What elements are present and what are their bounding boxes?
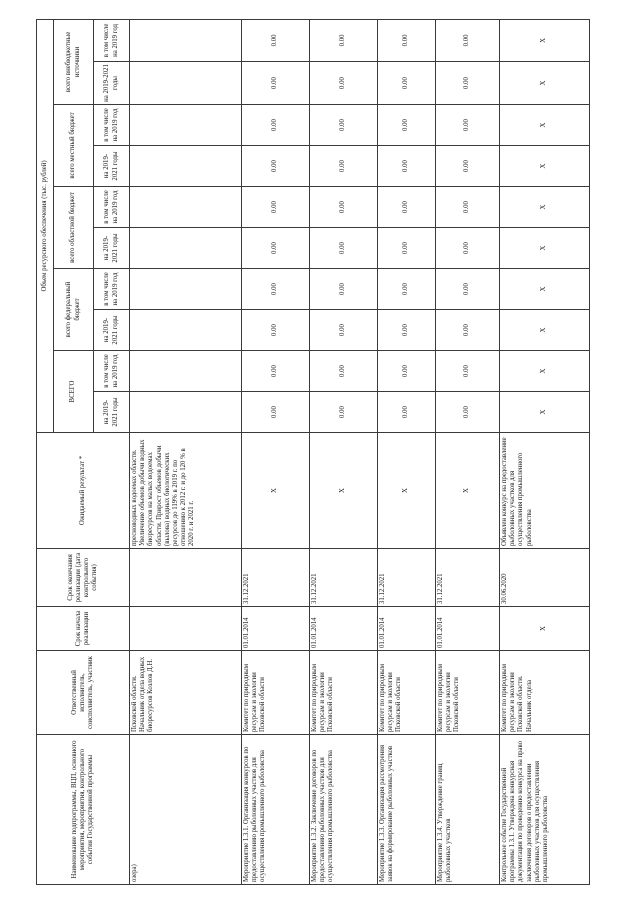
group-extrabudget: всего внебюджетные источники (54, 19, 94, 104)
cell-value: 0.00 (378, 351, 436, 392)
cell-value: 0.00 (242, 310, 310, 351)
cell-value: 0.00 (310, 146, 378, 187)
cell-result: X (242, 433, 310, 549)
cell-value: 0.00 (378, 269, 436, 310)
cell-value (130, 228, 242, 269)
cell-value: 0.00 (310, 351, 378, 392)
table-row (242, 19, 310, 884)
cell-value (130, 392, 242, 433)
cell-start: 01.01.2014 (242, 607, 310, 651)
cell-value: X (500, 146, 590, 187)
header-start: Срок начала реализации (37, 607, 130, 651)
cell-name: Мероприятие 1.3.3. Организация рассмотрения заявок на формирование рыболовных участков (378, 735, 436, 885)
cell-result: X (310, 433, 378, 549)
cell-end: 31.12.2021 (242, 549, 310, 607)
cell-value: 0.00 (310, 19, 378, 61)
cell-value: 0.00 (242, 228, 310, 269)
cell-value: 0.00 (436, 351, 500, 392)
cell-end: 31.12.2021 (310, 549, 378, 607)
cell-result: пресноводных водоемах области. Увеличение объемов добычи водных биоресурсов на малых водоемах области. Прирост объемов добычи (вылова) водных биологических ресурсов до 119% в 2019 г. по отношению к 2012 г. и до 120 % в 2020 г. и 2021 г. (130, 433, 242, 549)
cell-value: 0.00 (436, 392, 500, 433)
sub-total: на 2019-2021 годы (94, 146, 130, 187)
cell-value (130, 146, 242, 187)
cell-result: X (378, 433, 436, 549)
cell-responsible: Комитет по природным ресурсам и экологии Псковской области (310, 651, 378, 735)
table-row (500, 19, 590, 884)
cell-responsible: Комитет по природным ресурсам и экологии Псковской области. Начальник отдела (500, 651, 590, 735)
cell-responsible: Комитет по природным ресурсам и экологии Псковской области (436, 651, 500, 735)
cell-value (130, 187, 242, 228)
cell-start (130, 607, 242, 651)
cell-end: 31.12.2021 (378, 549, 436, 607)
cell-value: 0.00 (310, 310, 378, 351)
cell-value: 0.00 (378, 187, 436, 228)
cell-value: 0.00 (310, 105, 378, 146)
cell-value: 0.00 (242, 269, 310, 310)
cell-result: Объявлен конкурс на предоставление рыболовных участков для осуществления промышленного рыболовства (500, 433, 590, 549)
cell-start: X (500, 607, 590, 651)
header-result: Ожидаемый результат * (37, 433, 130, 549)
cell-value: 0.00 (242, 146, 310, 187)
header-resources: Объем ресурсного обеспечения (тыс. рублей) (37, 19, 54, 432)
cell-value: 0.00 (310, 228, 378, 269)
table-row (378, 19, 436, 884)
sub-total: на 2019-2021 годы (94, 392, 130, 433)
cell-value: X (500, 392, 590, 433)
group-federal: всего федеральный бюджет (54, 269, 94, 351)
table-row (130, 19, 242, 884)
cell-value (130, 62, 242, 105)
cell-end: 31.12.2021 (436, 549, 500, 607)
cell-value: 0.00 (378, 392, 436, 433)
cell-value: 0.00 (436, 228, 500, 269)
cell-end: 30.06.2020 (500, 549, 590, 607)
cell-value: 0.00 (310, 62, 378, 105)
sub-total: на 2019-2021 годы (94, 310, 130, 351)
cell-name: Мероприятие 1.3.1. Организация конкурсов по предоставлению рыболовных участков для осуществления промышленного рыболовства (242, 735, 310, 885)
cell-value: X (500, 228, 590, 269)
cell-value: X (500, 351, 590, 392)
header-responsible: Ответственный исполнитель, соисполнитель, участник (37, 651, 130, 735)
cell-value: X (500, 310, 590, 351)
cell-value (130, 310, 242, 351)
cell-value: 0.00 (242, 105, 310, 146)
cell-value: 0.00 (436, 19, 500, 61)
cell-value: 0.00 (436, 269, 500, 310)
cell-value: X (500, 187, 590, 228)
sub-year: в том числе на 2019 год (94, 105, 130, 146)
cell-value (130, 19, 242, 61)
cell-start: 01.01.2014 (378, 607, 436, 651)
table-row (310, 19, 378, 884)
sub-year: в том числе на 2019 год (94, 351, 130, 392)
cell-end (130, 549, 242, 607)
table-row (436, 19, 500, 884)
cell-name: озера) (130, 735, 242, 885)
sub-year: в том числе на 2019 год (94, 19, 130, 61)
cell-value: X (500, 269, 590, 310)
group-total: ВСЕГО (54, 351, 94, 433)
cell-value: X (500, 62, 590, 105)
cell-value (130, 105, 242, 146)
cell-value: 0.00 (378, 19, 436, 61)
cell-value: 0.00 (436, 146, 500, 187)
cell-value: 0.00 (378, 62, 436, 105)
cell-name: Мероприятие 1.3.2. Заключение договоров по предоставлению рыболовных участков для осуществления промышленного рыболовства (310, 735, 378, 885)
cell-value: 0.00 (242, 351, 310, 392)
cell-value: 0.00 (242, 62, 310, 105)
cell-value: 0.00 (310, 392, 378, 433)
header-name: Наименование подпрограммы, ВЦП, основного мероприятия, мероприятия, контрольного события Государственной программы (37, 735, 130, 885)
cell-start: 01.01.2014 (310, 607, 378, 651)
sub-year: в том числе на 2019 год (94, 187, 130, 228)
header-end: Срок окончания реализации (дата контрольного события) (37, 549, 130, 607)
cell-responsible: Комитет по природным ресурсам и экологии Псковской области (242, 651, 310, 735)
sub-total: на 2019-2021 годы (94, 62, 130, 105)
cell-name: Контрольное событие Государственной программы 1.3.1. Утверждена конкурсная документация по проведению конкурса на право заключения договоров о предоставлении рыболовных участков для осуществления промышленного рыболовства (500, 735, 590, 885)
cell-result: X (436, 433, 500, 549)
cell-value (130, 351, 242, 392)
cell-value: 0.00 (310, 269, 378, 310)
cell-responsible: Комитет по природным ресурсам и экологии Псковской области (378, 651, 436, 735)
cell-value: 0.00 (378, 105, 436, 146)
cell-value: X (500, 105, 590, 146)
resource-plan-table (36, 19, 590, 885)
cell-value: 0.00 (436, 105, 500, 146)
cell-value: 0.00 (378, 146, 436, 187)
cell-value: 0.00 (378, 228, 436, 269)
cell-value: X (500, 19, 590, 61)
sub-total: на 2019-2021 годы (94, 228, 130, 269)
cell-value: 0.00 (436, 310, 500, 351)
cell-name: Мероприятие 1.3.4. Утверждение границ рыболовных участков (436, 735, 500, 885)
group-regional: всего областной бюджет (54, 187, 94, 269)
cell-responsible: Псковской области. Начальник отдела водных биоресурсов Козлов Д.Н. (130, 651, 242, 735)
cell-value: 0.00 (310, 187, 378, 228)
cell-value (130, 269, 242, 310)
cell-value: 0.00 (242, 187, 310, 228)
cell-value: 0.00 (242, 19, 310, 61)
sub-year: в том числе на 2019 год (94, 269, 130, 310)
group-local: всего местный бюджет (54, 105, 94, 187)
cell-value: 0.00 (378, 310, 436, 351)
cell-start: 01.01.2014 (436, 607, 500, 651)
cell-value: 0.00 (436, 62, 500, 105)
cell-value: 0.00 (436, 187, 500, 228)
cell-value: 0.00 (242, 392, 310, 433)
